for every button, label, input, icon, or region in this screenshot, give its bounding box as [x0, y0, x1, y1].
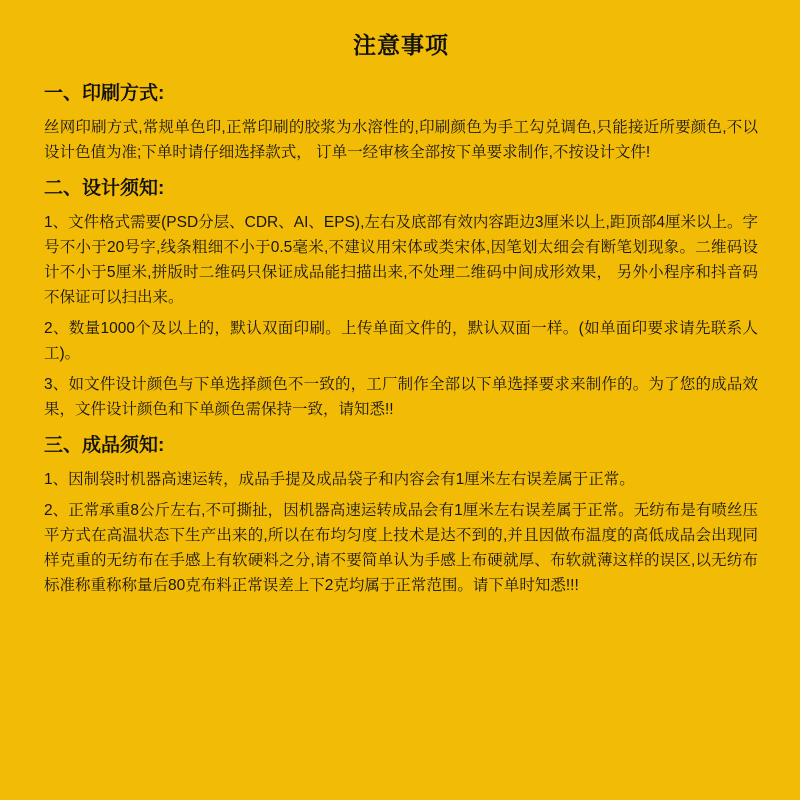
design-note-item-2: 2、数量1000个及以上的，默认双面印刷。上传单面文件的，默认双面一样。(如单面印要求请先联系人工)。	[44, 320, 758, 362]
design-note-item-3: 3、如文件设计颜色与下单选择颜色不一致的，工厂制作全部以下单选择要求来制作的。为了您的成品效果，文件设计颜色和下单颜色需保持一致，请知悉!!	[44, 376, 758, 418]
page-title: 注意事项	[353, 32, 449, 58]
section-printing-method	[44, 82, 758, 165]
printing-method-paragraph: 丝网印刷方式,常规单色印,正常印刷的胶浆为水溶性的,印刷颜色为手工勾兑调色,只能接近所要颜色,不以设计色值为准;下单时请仔细选择款式， 订单一经审核全部按下单要求制作,不按设计文件!	[44, 119, 758, 161]
design-note-item-1: 1、文件格式需要(PSD分层、CDR、AI、EPS),左右及底部有效内容距边3厘米以上,距顶部4厘米以上。字号不小于20号字,线条粗细不小于0.5毫米,不建议用宋体或类宋体,因笔划太细会有断笔划现象。二维码设计不小于5厘米,拼版时二维码只保证成品能扫描出来,不处理二维码中间成形效果， 另外小程序和抖音码不保证可以扫出来。	[44, 214, 758, 306]
finished-product-note-item-1: 1、因制袋时机器高速运转，成品手提及成品袋子和内容会有1厘米左右误差属于正常。	[44, 471, 635, 488]
section-design-notes-heading: 二、设计须知:	[44, 178, 165, 199]
section-design-notes	[44, 177, 758, 422]
section-printing-method-heading: 一、印刷方式:	[44, 83, 165, 104]
section-finished-product-notes-heading: 三、成品须知:	[44, 435, 165, 456]
finished-product-note-item-2: 2、正常承重8公斤左右,不可撕扯，因机器高速运转成品会有1厘米左右误差属于正常。无纺布是有喷丝压平方式在高温状态下生产出来的,所以在布均匀度上技术是达不到的,并且因做布温度的高低成品会出现同样克重的无纺布在手感上有软硬料之分,请不要简单认为手感上布硬就厚、布软就薄这样的误区,以无纺布标准称重称称量后80克布料正常误差上下2克均属于正常范围。请下单时知悉!!!	[44, 502, 758, 594]
section-finished-product-notes	[44, 434, 758, 598]
